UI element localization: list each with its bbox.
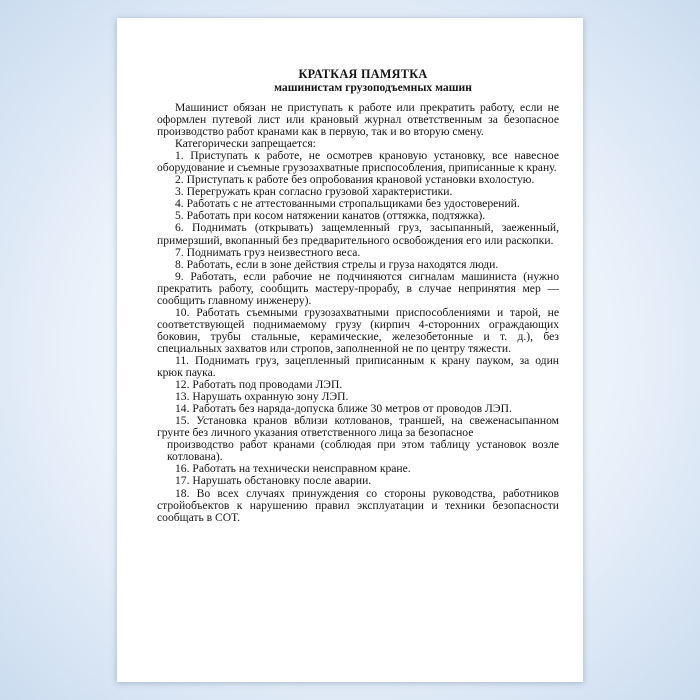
rule-item: 1. Приступать к работе, не осмотрев крановую установку, все навесное оборудование и съемные грузозахватные приспособления, приписанные к крану. <box>157 149 559 175</box>
intro-paragraph: Машинист обязан не приступать к работе или прекратить работу, если не оформлен путевой лист или крановый журнал ответственным за безопасное производство работ кранами как в первую, так и во вторую смену. <box>157 101 559 139</box>
rule-item: 11. Поднимать груз, зацепленный приписанным к крану пауком, за один крюк паука. <box>157 353 559 380</box>
rule-item: 2. Приступать к работе без опробования крановой установки вхолостую. <box>175 173 535 187</box>
memo-title: КРАТКАЯ ПАМЯТКА <box>298 67 428 81</box>
rule-item: 10. Работать съемными грузозахватными приспособлениями и тарой, не соответствующей поднимаемому грузу (кирпич 4-сторонних ограждающих боковин, трубы стальные, керамические, железобетонные и т. д.), без специальных захватов или стропов, заполненной не по центру тяжести. <box>157 305 559 355</box>
rule-item: 5. Работать при косом натяжении канатов (оттяжка, подтяжка). <box>175 209 486 223</box>
rule-item: 15. Установка кранов вблизи котлованов, траншей, на свеженасыпанном грунте без личного указания ответственного лица за безопасное <box>157 414 559 440</box>
memo-sheet <box>117 18 583 682</box>
rule-item: 13. Нарушать охранную зону ЛЭП. <box>175 390 349 404</box>
rule-item: 4. Работать с не аттестованными стропальщиками без удостоверений. <box>175 197 520 211</box>
rule-item: 8. Работать, если в зоне действия стрелы и груза находятся люди. <box>175 257 499 271</box>
rule-item: 12. Работать под проводами ЛЭП. <box>175 378 343 392</box>
forbidden-heading: Категорически запрещается: <box>175 137 316 151</box>
rule-item-continuation: производство работ кранами (соблюдая при этом таблицу установок возле котлована). <box>167 438 559 464</box>
memo-subtitle: машинистам грузоподъемных машин <box>274 81 472 94</box>
rule-item: 3. Перегружать кран согласно грузовой характеристики. <box>175 185 453 199</box>
rule-item: 17. Нарушать обстановку после аварии. <box>175 474 372 488</box>
rule-item: 6. Поднимать (открывать) защемленный груз, засыпанный, заеженный, примерзший, вкопанный без предварительного освобождения его или раскопки. <box>157 221 559 247</box>
rule-item: 9. Работать, если рабочие не подчиняются сигналам машиниста (нужно прекратить работу, сообщить мастеру-прорабу, в случае непринятия мер — сообщить главному инженеру). <box>157 269 559 307</box>
rule-item: 16. Работать на технически неисправном кране. <box>175 462 411 476</box>
rule-item: 7. Поднимать груз неизвестного веса. <box>175 245 361 259</box>
memo-body <box>157 102 559 524</box>
rule-item: 18. Во всех случаях принуждения со стороны руководства, работников стройобъектов к нарушению правил эксплуатации и техники безопасности сообщать в СОТ. <box>157 486 559 524</box>
rule-item: 14. Работать без наряда-допуска ближе 30 метров от проводов ЛЭП. <box>175 402 512 416</box>
